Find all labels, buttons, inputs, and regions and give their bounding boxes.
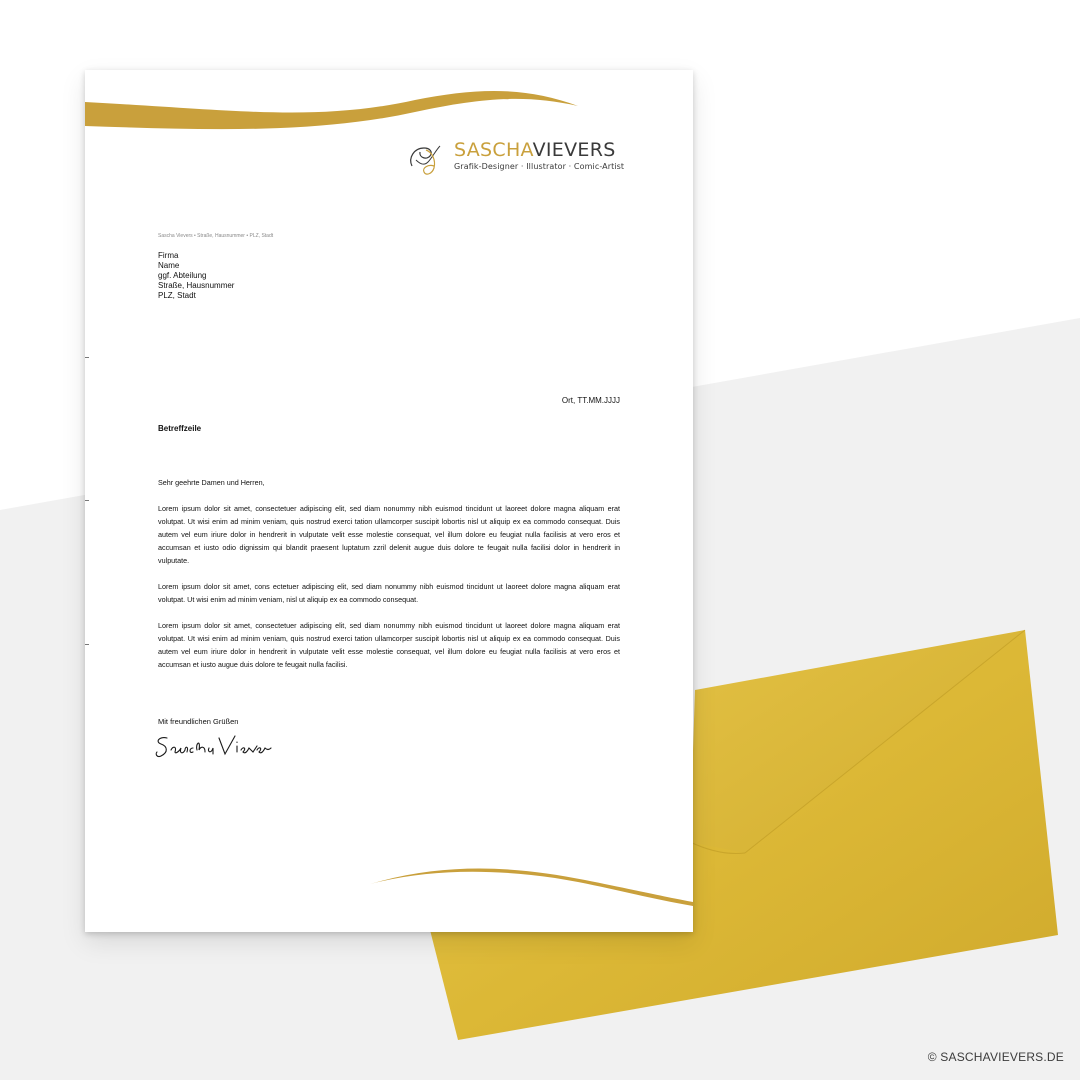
letterhead-sheet xyxy=(85,70,693,932)
recipient-address xyxy=(158,251,234,301)
fold-mark xyxy=(85,357,89,358)
punch-mark xyxy=(85,500,89,501)
body-paragraph: Lorem ipsum dolor sit amet, consectetuer adipiscing elit, sed diam nonummy nibh euismod tincidunt ut laoreet dolore magna aliquam erat volutpat. Ut wisi enim ad minim veniam, quis nostrud exerci tation ullamcorper suscipit lobortis nisl ut aliquip ex ea commodo consequat. Duis autem vel eum iriure dolor in hendrerit in vulputate velit esse molestie consequat, vel illum dolore eu feugiat nulla facilisis at vero eros et accumsan et iusto odio dignissim qui blandit praesent luptatum zzril delenit augue duis dolore te feugait nulla facilisi dolor in hendrerit in vulputate. xyxy=(158,504,620,565)
monogram-sv-icon xyxy=(406,140,446,178)
brand-tagline: Grafik-Designer · Illustrator · Comic-Artist xyxy=(454,162,625,171)
letter-date: Ort, TT.MM.JJJJ xyxy=(561,396,620,405)
brand-name: SASCHAVIEVERS xyxy=(454,139,616,161)
recipient-line: PLZ, Stadt xyxy=(158,291,196,300)
recipient-line: ggf. Abteilung xyxy=(158,271,207,280)
body-paragraph: Lorem ipsum dolor sit amet, consectetuer adipiscing elit, sed diam nonummy nibh euismod tincidunt ut laoreet dolore magna aliquam erat volutpat. Ut wisi enim ad minim veniam, quis nostrud exerci tation ullamcorper suscipit lobortis nisl ut aliquip ex ea commodo consequat. Duis autem vel eum iriure dolor in hendrerit in vulputate velit esse molestie consequat, vel illum dolore eu feugiat nulla facilisis at vero eros et accumsan et iusto augue duis dolore te feugait nulla facilisi. xyxy=(158,621,620,669)
recipient-line: Straße, Hausnummer xyxy=(158,281,235,290)
brand-logo xyxy=(406,139,625,178)
sender-return-line: Sascha Vievers • Straße, Hausnummer • PLZ, Stadt xyxy=(158,233,274,239)
salutation: Sehr geehrte Damen und Herren, xyxy=(158,478,265,487)
fold-mark xyxy=(85,644,89,645)
bottom-gold-swoosh xyxy=(85,860,693,932)
recipient-line: Firma xyxy=(158,251,179,260)
letter-body xyxy=(158,476,620,684)
copyright-notice: © SASCHAVIEVERS.DE xyxy=(927,1050,1064,1064)
subject-line: Betreffzeile xyxy=(158,424,202,433)
body-paragraph: Lorem ipsum dolor sit amet, cons ectetuer adipiscing elit, sed diam nonummy nibh euismod tincidunt ut laoreet dolore magna aliquam erat volutpat. Ut wisi enim ad minim veniam, nisl ut aliquip ex ea commodo consequat. xyxy=(158,582,620,604)
recipient-line: Name xyxy=(158,261,180,270)
top-gold-swoosh xyxy=(85,70,693,140)
handwritten-signature xyxy=(153,730,273,762)
closing-phrase: Mit freundlichen Grüßen xyxy=(158,717,239,726)
